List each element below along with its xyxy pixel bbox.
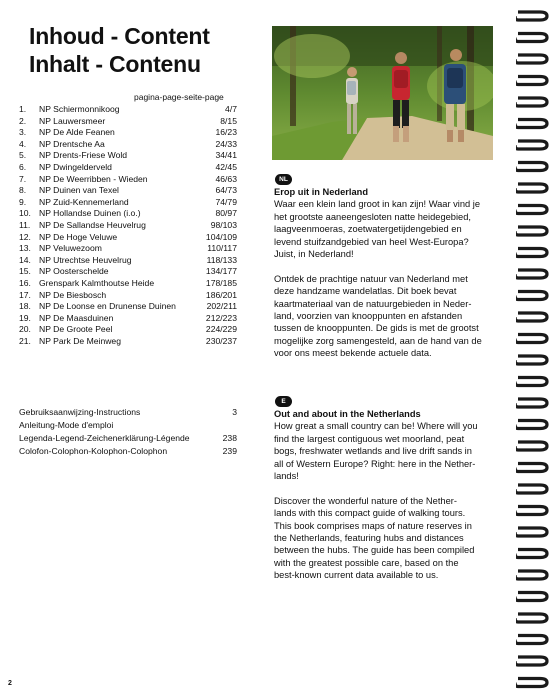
toc-number: 1. <box>19 104 27 114</box>
text-line: the Netherlands, featuring hubs and distances <box>274 533 464 544</box>
misc-name: Gebruiksaanwijzing-Instructions <box>19 407 141 417</box>
toc-number: 18. <box>19 301 31 312</box>
spiral-ring <box>516 12 547 20</box>
toc-name: NP Lauwersmeer <box>39 115 106 126</box>
toc-name: NP De Sallandse Heuvelrug <box>39 219 146 230</box>
toc-pages: 34/41 <box>215 150 237 161</box>
toc-name: NP Dwingelderveld <box>39 161 112 172</box>
toc-row <box>19 336 237 348</box>
text-line: deze handzame wandelatlas. Dit boek bevat <box>274 286 457 297</box>
spiral-ring <box>516 507 547 515</box>
toc-row <box>19 116 237 128</box>
toc-row <box>19 301 237 313</box>
text-line: laagveenmoeras, zoetwatergetijdengebied en <box>274 224 462 235</box>
spiral-ring <box>516 120 547 128</box>
spiral-ring <box>516 356 547 364</box>
toc-pages: 74/79 <box>215 196 237 207</box>
en-language-badge: E <box>275 396 292 407</box>
text-line: Juist, in Nederland! <box>274 249 354 260</box>
toc-column-header: pagina-page-seite-page <box>134 92 224 102</box>
toc-name: NP De Alde Feanen <box>39 127 115 138</box>
toc-pages: 24/33 <box>215 138 237 149</box>
toc-number: 9. <box>19 196 27 207</box>
misc-name: Colofon-Colophon-Kolophon-Colophon <box>19 446 168 456</box>
spiral-ring <box>516 98 547 106</box>
toc-row <box>19 313 237 325</box>
toc-name: NP De Weerribben - Wieden <box>39 173 148 184</box>
toc-row <box>19 150 237 162</box>
text-line: mogelijke zorg samengesteld, aan de hand van de <box>274 335 482 346</box>
toc-name: NP Duinen van Texel <box>39 185 119 196</box>
toc-name: NP De Loonse en Drunense Duinen <box>39 301 176 312</box>
toc-row <box>19 290 237 302</box>
toc-name: NP De Groote Peel <box>39 324 113 335</box>
nl-paragraph-1 <box>274 198 506 260</box>
text-line: tussen de knooppunten. De gids is met de grootst <box>274 323 479 334</box>
toc-pages: 178/185 <box>205 277 237 288</box>
spiral-ring <box>516 679 547 687</box>
toc-name: NP Drentsche Aa <box>39 138 105 149</box>
toc-row <box>19 232 237 244</box>
text-line: This book comprises maps of nature reserves in <box>274 520 472 531</box>
toc-name: NP Utrechtse Heuvelrug <box>39 254 132 265</box>
page-title <box>29 22 210 78</box>
misc-row <box>19 445 237 458</box>
toc-pages: 46/63 <box>215 173 237 184</box>
toc-number: 13. <box>19 243 31 254</box>
toc-row <box>19 266 237 278</box>
toc-number: 5. <box>19 150 27 161</box>
toc-name: NP Schiermonnikoog <box>39 104 120 114</box>
toc-number: 20. <box>19 324 31 335</box>
nl-section <box>274 186 506 372</box>
text-line: all of Western Europe? Right: here in the Nether- <box>274 458 476 469</box>
toc-name: NP De Maasduinen <box>39 312 114 323</box>
text-line: best-known current data available to us. <box>274 570 439 581</box>
spiral-ring <box>516 550 547 558</box>
text-line: between the hubs. The guide has been compiled <box>274 545 475 556</box>
spiral-ring <box>516 141 547 149</box>
toc-number: 12. <box>19 231 31 242</box>
toc-name: NP De Biesbosch <box>39 289 107 300</box>
spiral-ring <box>516 77 547 85</box>
spiral-ring <box>516 442 547 450</box>
toc-row <box>19 324 237 336</box>
toc-pages: 224/229 <box>205 324 237 335</box>
toc-row <box>19 278 237 290</box>
toc-pages: 110/117 <box>207 243 237 254</box>
spiral-ring <box>516 528 547 536</box>
toc-number: 11. <box>19 219 31 230</box>
toc-row <box>19 174 237 186</box>
toc-row <box>19 104 237 116</box>
spiral-ring <box>516 249 547 257</box>
spiral-ring <box>516 571 547 579</box>
misc-page: 239 <box>222 446 237 456</box>
misc-page: 238 <box>222 433 237 443</box>
toc-pages: 42/45 <box>215 161 237 172</box>
spiral-ring <box>516 614 547 622</box>
spiral-ring <box>516 464 547 472</box>
table-of-contents <box>19 104 237 347</box>
toc-row <box>19 185 237 197</box>
toc-number: 2. <box>19 115 27 126</box>
toc-number: 21. <box>19 335 31 346</box>
title-line-2: Inhalt - Contenu <box>29 51 201 77</box>
text-line: land, voorzien van knooppunten en afstanden <box>274 311 463 322</box>
nl-language-badge: NL <box>275 174 292 185</box>
text-line: Ontdek de prachtige natuur van Nederland met <box>274 273 468 284</box>
toc-pages: 8/15 <box>220 115 237 126</box>
toc-row <box>19 255 237 267</box>
spiral-ring <box>516 55 547 63</box>
toc-pages: 186/201 <box>205 289 237 300</box>
text-line: lands with this compact guide of walking tours. <box>274 508 466 519</box>
toc-name: NP Park De Meinweg <box>39 335 121 346</box>
nl-heading: Erop uit in Nederland <box>274 187 369 197</box>
toc-pages: 118/133 <box>206 254 237 265</box>
toc-number: 4. <box>19 138 27 149</box>
spiral-ring <box>516 485 547 493</box>
spiral-ring <box>516 593 547 601</box>
toc-number: 3. <box>19 127 27 138</box>
text-line: kaartmateriaal van de natuurgebieden in Neder- <box>274 298 472 309</box>
spiral-ring <box>516 227 547 235</box>
spiral-ring <box>516 399 547 407</box>
toc-row <box>19 139 237 151</box>
toc-row <box>19 197 237 209</box>
text-line: lands! <box>274 471 299 482</box>
spiral-ring <box>516 657 547 665</box>
page-number: 2 <box>8 680 12 687</box>
misc-row <box>19 419 237 432</box>
toc-name: NP Drents-Friese Wold <box>39 150 128 161</box>
title-line-1: Inhoud - Content <box>29 23 210 49</box>
toc-number: 8. <box>19 185 27 196</box>
toc-name: NP Veluwezoom <box>39 243 102 254</box>
hikers-photo <box>272 26 493 160</box>
text-line: find the largest contiguous wet moorland, peat <box>274 433 465 444</box>
en-section <box>274 408 506 594</box>
spiral-ring <box>516 163 547 171</box>
toc-name: NP Oosterschelde <box>39 266 109 277</box>
text-line: levend stuifzandgebied van heel West-Europa? <box>274 236 469 247</box>
toc-pages: 16/23 <box>215 127 237 138</box>
toc-pages: 212/223 <box>205 312 237 323</box>
toc-row <box>19 127 237 139</box>
toc-pages: 104/109 <box>205 231 237 242</box>
spiral-ring <box>516 270 547 278</box>
text-line: with the greatest possible care, based on the <box>274 557 459 568</box>
misc-name: Legenda-Legend-Zeichenerklärung-Légende <box>19 433 190 443</box>
misc-name: Anleitung-Mode d'emploi <box>19 420 114 430</box>
toc-pages: 64/73 <box>215 185 237 196</box>
spiral-ring <box>516 206 547 214</box>
toc-pages: 202/211 <box>206 301 237 312</box>
toc-number: 6. <box>19 161 27 172</box>
text-line: How great a small country can be! Where will you <box>274 421 478 432</box>
spiral-ring <box>516 335 547 343</box>
text-line: bogs, freshwater wetlands and live drift sands in <box>274 446 472 457</box>
spiral-ring <box>516 292 547 300</box>
toc-name: NP De Hoge Veluwe <box>39 231 118 242</box>
toc-number: 16. <box>19 277 31 288</box>
toc-number: 14. <box>19 254 31 265</box>
text-line: Waar een klein land groot in kan zijn! Waar vind je <box>274 199 481 210</box>
spiral-ring <box>516 378 547 386</box>
toc-name: NP Hollandse Duinen (i.o.) <box>39 208 141 219</box>
toc-pages: 134/177 <box>205 266 237 277</box>
toc-number: 19. <box>19 312 31 323</box>
text-line: voor ons meest bekende actuele data. <box>274 348 432 359</box>
misc-contents <box>19 406 237 458</box>
misc-row <box>19 406 237 419</box>
en-paragraph-1 <box>274 420 506 482</box>
nl-paragraph-2 <box>274 273 506 360</box>
toc-name: Grenspark Kalmthoutse Heide <box>39 277 155 288</box>
misc-page: 3 <box>232 407 237 417</box>
toc-row <box>19 243 237 255</box>
toc-row <box>19 208 237 220</box>
toc-row <box>19 220 237 232</box>
toc-number: 7. <box>19 173 27 184</box>
toc-name: NP Zuid-Kennemerland <box>39 196 129 207</box>
en-heading: Out and about in the Netherlands <box>274 409 421 419</box>
spiral-ring <box>516 34 547 42</box>
spiral-binding <box>516 0 550 699</box>
toc-pages: 4/7 <box>225 104 237 114</box>
toc-number: 10. <box>19 208 31 219</box>
toc-pages: 230/237 <box>205 335 237 346</box>
text-line: Discover the wonderful nature of the Nether- <box>274 495 457 506</box>
spiral-ring <box>516 184 547 192</box>
toc-pages: 98/103 <box>210 219 237 230</box>
text-line: het grootste aaneengesloten natte heidegebied, <box>274 211 471 222</box>
spiral-ring <box>516 313 547 321</box>
toc-number: 15. <box>19 266 31 277</box>
toc-pages: 80/97 <box>215 208 237 219</box>
misc-row <box>19 432 237 445</box>
en-paragraph-2 <box>274 495 506 582</box>
toc-row <box>19 162 237 174</box>
toc-number: 17. <box>19 289 31 300</box>
spiral-ring <box>516 636 547 644</box>
spiral-ring <box>516 421 547 429</box>
